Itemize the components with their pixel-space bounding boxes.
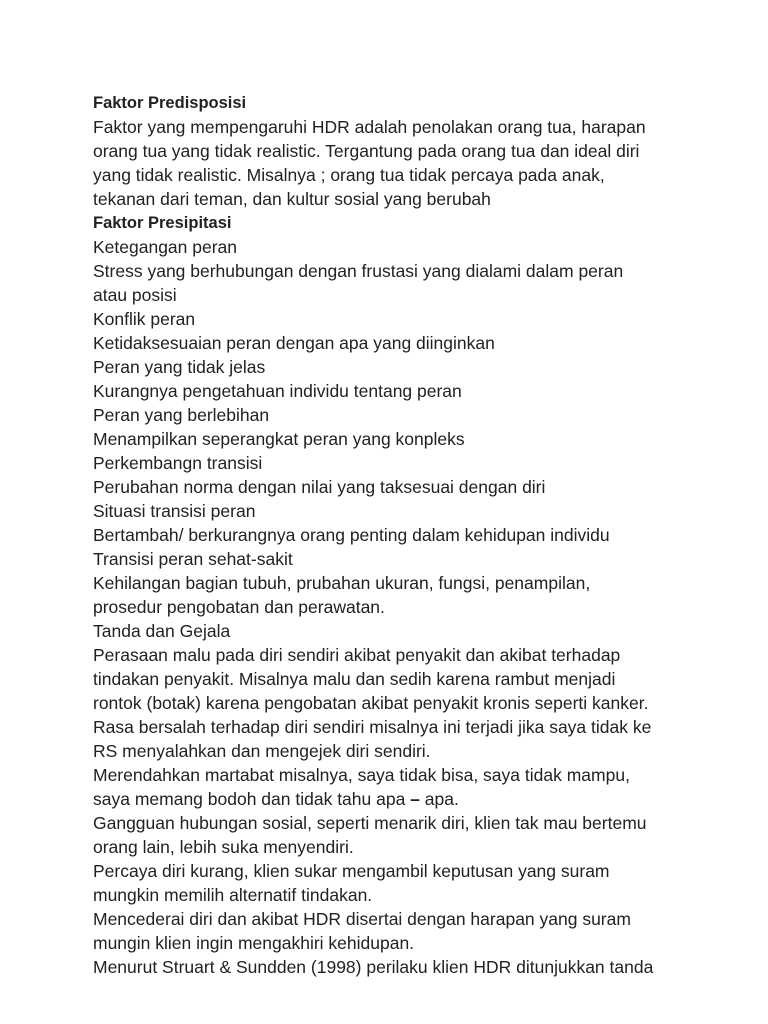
- text-line: Tanda dan Gejala: [93, 621, 231, 641]
- text-line: Ketegangan peran: [93, 237, 238, 257]
- text-line: Menurut Struart & Sundden (1998) perilaku klien HDR ditunjukkan tanda: [93, 957, 654, 977]
- text-line: Perasaan malu pada diri sendiri akibat penyakit dan akibat terhadap: [93, 645, 621, 665]
- presipitasi-section: [93, 235, 693, 787]
- predisposisi-paragraph: [93, 115, 693, 211]
- dash-line-before: saya memang bodoh dan tidak tahu apa: [93, 789, 411, 809]
- text-line: Bertambah/ berkurangnya orang penting dalam kehidupan individu: [93, 525, 610, 545]
- text-line: orang lain, lebih suka menyendiri.: [93, 837, 354, 857]
- text-line: prosedur pengobatan dan perawatan.: [93, 597, 385, 617]
- text-line: atau posisi: [93, 285, 177, 305]
- text-line: Kehilangan bagian tubuh, prubahan ukuran, fungsi, penampilan,: [93, 573, 591, 593]
- text-line: Percaya diri kurang, klien sukar mengambil keputusan yang suram: [93, 861, 610, 881]
- text-line: tekanan dari teman, dan kultur sosial yang berubah: [93, 189, 491, 209]
- text-line: Peran yang tidak jelas: [93, 357, 266, 377]
- text-line: tindakan penyakit. Misalnya malu dan sedih karena rambut menjadi: [93, 669, 616, 689]
- text-line: Transisi peran sehat-sakit: [93, 549, 293, 569]
- text-line: Konflik peran: [93, 309, 196, 329]
- dash-line-dash: –: [410, 789, 420, 809]
- text-line: Situasi transisi peran: [93, 501, 256, 521]
- closing-section: [93, 811, 693, 979]
- text-line: Perkembangn transisi: [93, 453, 263, 473]
- text-line: mungin klien ingin mengakhiri kehidupan.: [93, 933, 415, 953]
- text-line: Mencederai diri dan akibat HDR disertai dengan harapan yang suram: [93, 909, 631, 929]
- text-line: Faktor yang mempengaruhi HDR adalah penolakan orang tua, harapan: [93, 117, 646, 137]
- text-line: Merendahkan martabat misalnya, saya tidak bisa, saya tidak mampu,: [93, 765, 630, 785]
- text-line: Gangguan hubungan sosial, seperti menarik diri, klien tak mau bertemu: [93, 813, 647, 833]
- text-line: Perubahan norma dengan nilai yang taksesuai dengan diri: [93, 477, 546, 497]
- document-page: [93, 91, 693, 979]
- text-line: Rasa bersalah terhadap diri sendiri misalnya ini terjadi jika saya tidak ke: [93, 717, 652, 737]
- text-line: orang tua yang tidak realistic. Tergantung pada orang tua dan ideal diri: [93, 141, 640, 161]
- text-line: RS menyalahkan dan mengejek diri sendiri.: [93, 741, 431, 761]
- text-line: rontok (botak) karena pengobatan akibat penyakit kronis seperti kanker.: [93, 693, 649, 713]
- text-line: Kurangnya pengetahuan individu tentang peran: [93, 381, 462, 401]
- text-line: yang tidak realistic. Misalnya ; orang tua tidak percaya pada anak,: [93, 165, 605, 185]
- heading-faktor-predisposisi: Faktor Predisposisi: [93, 94, 247, 112]
- heading-faktor-presipitasi: Faktor Presipitasi: [93, 214, 232, 232]
- text-line: Ketidaksesuaian peran dengan apa yang diinginkan: [93, 333, 495, 353]
- text-line: Stress yang berhubungan dengan frustasi yang dialami dalam peran: [93, 261, 624, 281]
- text-line: Menampilkan seperangkat peran yang konpleks: [93, 429, 465, 449]
- text-line: mungkin memilih alternatif tindakan.: [93, 885, 373, 905]
- text-line: Peran yang berlebihan: [93, 405, 270, 425]
- text-line-dash: [93, 787, 693, 811]
- dash-line-after: apa.: [419, 789, 459, 809]
